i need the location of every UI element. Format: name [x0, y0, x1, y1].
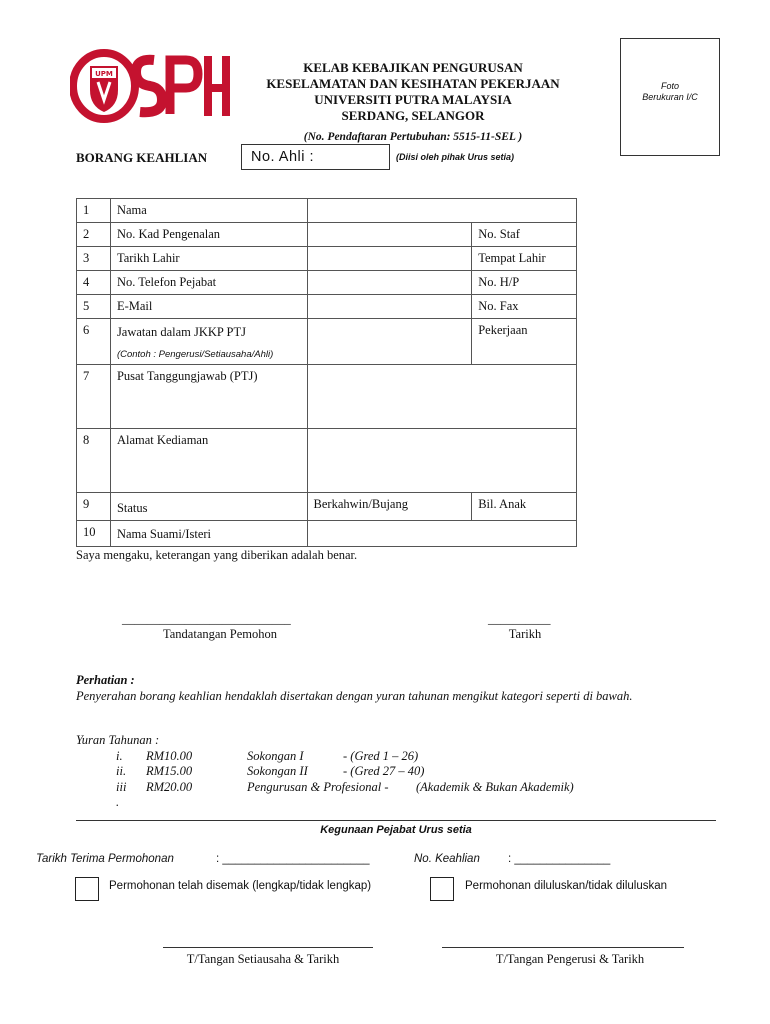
position-example: (Contoh : Pengerusi/Setiausaha/Ahli)	[116, 349, 274, 360]
row-number: 8	[77, 429, 111, 493]
ic-input[interactable]	[307, 223, 472, 247]
date-label: Tarikh	[508, 627, 542, 641]
registration-number: (No. Pendaftaran Pertubuhan: 5515-11-SEL )	[303, 131, 523, 143]
notice-section	[76, 672, 696, 704]
row-number: 10	[77, 521, 111, 547]
fee-list	[76, 733, 574, 811]
form-row-spouse	[77, 521, 577, 547]
row-right-label: Bil. Anak	[472, 493, 577, 521]
fee-title: Yuran Tahunan :	[76, 733, 160, 747]
row-label: Tarikh Lahir	[110, 247, 307, 271]
received-date-label: Tarikh Terima Permohonan	[36, 853, 174, 865]
fee-detail: - (Gred 1 – 26)	[343, 748, 419, 763]
fee-category: Pengurusan & Profesional -	[247, 779, 389, 794]
position-input[interactable]	[307, 319, 472, 365]
member-number-office-field[interactable]: : _______________	[508, 853, 611, 865]
row-label: No. Kad Pengenalan	[110, 223, 307, 247]
header-line-1: KELAB KEBAJIKAN PENGURUSAN	[303, 60, 523, 75]
row-right-label: No. Staf	[472, 223, 577, 247]
notice-text: Penyerahan borang keahlian hendaklah disertakan dengan yuran tahunan mengikut kategori seperti di bawah.	[76, 689, 633, 703]
form-row-ptj	[77, 365, 577, 429]
member-number-label: No. Keahlian	[414, 853, 480, 865]
photo-box-line1: Foto	[660, 81, 679, 91]
row-label: Jawatan dalam JKKP PTJ	[116, 325, 246, 339]
ousph-logo	[70, 48, 232, 124]
fee-row	[76, 764, 425, 780]
applicant-signature-label: Tandatangan Pemohon	[162, 627, 278, 641]
header-line-2: KESELAMATAN DAN KESIHATAN PEKERJAAN	[266, 76, 560, 91]
fee-index: ii.	[116, 764, 127, 778]
chairman-signature-label: T/Tangan Pengerusi & Tarikh	[495, 952, 645, 966]
row-label: Nama	[110, 199, 307, 223]
row-label: No. Telefon Pejabat	[110, 271, 307, 295]
row-right-label: Pekerjaan	[472, 319, 577, 365]
svg-text:UPM: UPM	[95, 70, 113, 78]
spouse-input[interactable]	[307, 521, 576, 547]
row-number: 3	[77, 247, 111, 271]
trailing-dot: .	[116, 795, 120, 809]
fee-amount: RM20.00	[146, 779, 193, 794]
row-number: 2	[77, 223, 111, 247]
marital-status-field[interactable]: Berkahwin/Bujang	[307, 493, 472, 521]
row-label: Pusat Tanggungjawab (PTJ)	[110, 365, 307, 429]
secretary-signature-line[interactable]	[163, 947, 373, 948]
office-use-title: Kegunaan Pejabat Urus setia	[320, 824, 472, 836]
form-title: BORANG KEAHLIAN	[76, 150, 208, 165]
email-input[interactable]	[307, 295, 472, 319]
fee-amount: RM15.00	[146, 764, 193, 778]
form-row-nama	[77, 199, 577, 223]
row-right-label: Tempat Lahir	[472, 247, 577, 271]
form-row-ic	[77, 223, 577, 247]
row-label: E-Mail	[110, 295, 307, 319]
form-row-status	[77, 493, 577, 521]
chairman-signature-line[interactable]	[442, 947, 684, 948]
photo-box-line2: Berukuran I/C	[642, 92, 698, 102]
row-label: Nama Suami/Isteri	[110, 521, 307, 547]
row-number: 4	[77, 271, 111, 295]
form-row-phone	[77, 271, 577, 295]
ptj-input[interactable]	[307, 365, 576, 429]
date-line[interactable]: __________	[488, 612, 551, 626]
row-number: 5	[77, 295, 111, 319]
row-number: 9	[77, 493, 111, 521]
row-number: 6	[77, 319, 111, 365]
membership-form-table	[76, 198, 577, 547]
fee-amount: RM10.00	[146, 748, 193, 763]
notice-title: Perhatian :	[76, 673, 135, 687]
fee-detail: - (Gred 27 – 40)	[343, 764, 425, 778]
nama-input[interactable]	[307, 199, 576, 223]
received-date-field[interactable]: : _______________________	[216, 853, 370, 865]
fee-category: Sokongan II	[247, 764, 308, 778]
fee-row	[76, 748, 419, 765]
member-number-field[interactable]: No. Ahli :	[241, 144, 390, 170]
fee-index: iii	[116, 779, 127, 794]
divider	[76, 820, 716, 821]
header-line-3: UNIVERSITI PUTRA MALAYSIA	[314, 92, 512, 107]
reviewed-checkbox-label: Permohonan telah disemak (lengkap/tidak lengkap)	[109, 880, 372, 892]
row-label: Alamat Kediaman	[110, 429, 307, 493]
row-label: Status	[110, 493, 307, 521]
header-line-4: SERDANG, SELANGOR	[341, 108, 485, 123]
fee-category: Sokongan I	[247, 748, 304, 763]
form-row-position	[77, 319, 577, 365]
row-right-label: No. Fax	[472, 295, 577, 319]
declaration: Saya mengaku, keterangan yang diberikan adalah benar.	[76, 548, 358, 562]
office-phone-input[interactable]	[307, 271, 472, 295]
row-number: 1	[77, 199, 111, 223]
address-input[interactable]	[307, 429, 576, 493]
fee-index: i.	[116, 748, 123, 763]
row-number: 7	[77, 365, 111, 429]
secretary-signature-label: T/Tangan Setiausaha & Tarikh	[186, 952, 340, 966]
photo-box[interactable]	[620, 38, 720, 156]
fee-row	[76, 779, 574, 796]
organisation-header	[240, 60, 586, 145]
applicant-signature-line[interactable]: ___________________________	[122, 612, 291, 626]
dob-input[interactable]	[307, 247, 472, 271]
office-note: (Diisi oleh pihak Urus setia)	[396, 152, 515, 162]
reviewed-checkbox[interactable]	[75, 877, 99, 901]
approved-checkbox-label: Permohonan diluluskan/tidak diluluskan	[465, 880, 668, 892]
form-row-dob	[77, 247, 577, 271]
row-right-label: No. H/P	[472, 271, 577, 295]
fee-trailing	[76, 795, 159, 811]
form-row-address	[77, 429, 577, 493]
fee-detail: (Akademik & Bukan Akademik)	[416, 779, 574, 794]
form-row-email	[77, 295, 577, 319]
approved-checkbox[interactable]	[430, 877, 454, 901]
